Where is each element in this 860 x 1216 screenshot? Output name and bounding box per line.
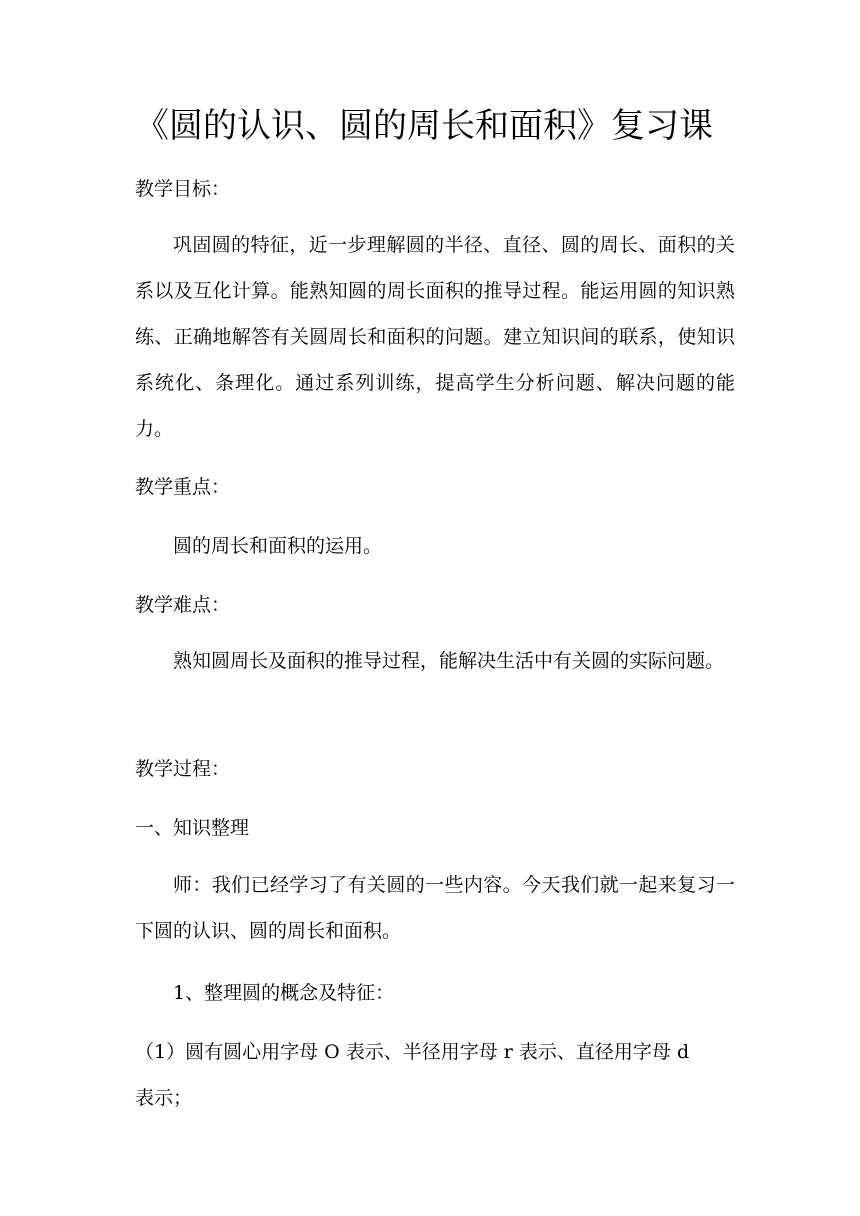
keypoints-heading: 教学重点：	[135, 476, 231, 498]
item1-heading: 1、整理圆的概念及特征：	[173, 982, 395, 1004]
item1-sub1-line2: 表示；	[135, 1087, 193, 1109]
objectives-heading: 教学目标：	[135, 178, 231, 200]
process-heading: 教学过程：	[135, 758, 231, 780]
item1-sub1-line1: （1）圆有圆心用字母 O 表示、半径用字母 r 表示、直径用字母 d	[135, 1041, 690, 1063]
teacher-paragraph: 师：我们已经学习了有关圆的一些内容。今天我们就一起来复习一下圆的认识、圆的周长和面积。	[135, 874, 735, 942]
objectives-paragraph: 巩固圆的特征，近一步理解圆的半径、直径、圆的周长、面积的关系以及互化计算。能熟知圆的周长面积的推导过程。能运用圆的知识熟练、正确地解答有关圆周长和面积的问题。建立知识间的联系，使知识系统化、条理化。通过系列训练，提高学生分析问题、解决问题的能力。	[135, 234, 735, 440]
difficulties-paragraph: 熟知圆周长及面积的推导过程，能解决生活中有关圆的实际问题。	[173, 650, 725, 672]
section1-heading: 一、知识整理	[135, 817, 250, 839]
keypoints-paragraph: 圆的周长和面积的运用。	[173, 535, 383, 557]
document-title: 《圆的认识、圆的周长和面积》复习课	[135, 106, 713, 146]
difficulties-heading: 教学难点：	[135, 594, 231, 616]
